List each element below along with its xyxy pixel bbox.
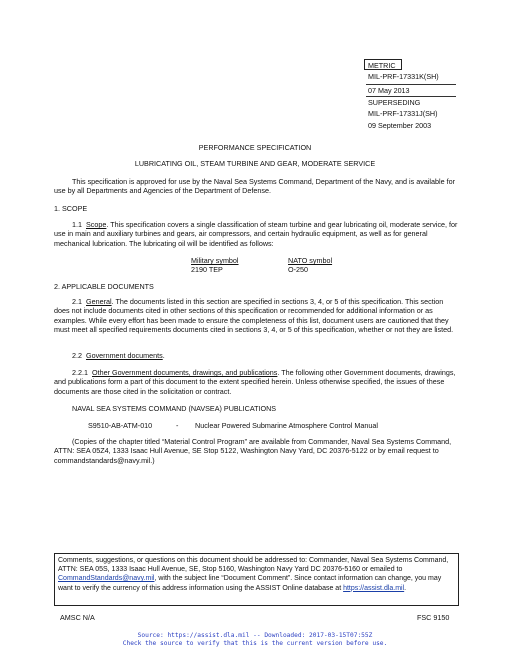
assist-url-link[interactable]: https://assist.dla.mil — [343, 584, 405, 592]
paragraph-label: Government documents — [86, 351, 163, 360]
section-1-heading: 1. SCOPE — [54, 204, 88, 213]
military-symbol-header: Military symbol — [191, 256, 239, 265]
paragraph-2-2-1: 2.2.1 Other Government documents, drawings, and publications. The following other Government documents, drawings, and publications form a part of this document to the extent specified herein. Unless otherwise specified, the issues of these documents are those cited in the solicitation or contract. — [54, 368, 456, 396]
paragraph-number: 1.1 — [72, 220, 82, 229]
nato-symbol-header: NATO symbol — [288, 256, 333, 265]
navsea-publications-heading: NAVAL SEA SYSTEMS COMMAND (NAVSEA) PUBLICATIONS — [72, 404, 277, 413]
doc-date: 07 May 2013 — [368, 86, 410, 95]
publication-separator: - — [176, 421, 179, 430]
superseded-doc-number: MIL-PRF-17331J(SH) — [368, 109, 438, 118]
download-source-line: Source: https://assist.dla.mil -- Downloaded: 2017-03-15T07:55Z — [137, 632, 373, 639]
paragraph-2-2: 2.2 Government documents. — [72, 351, 165, 360]
comment-email-link[interactable]: CommandStandards@navy.mil — [58, 575, 155, 583]
fsc-label: FSC 9150 — [417, 613, 450, 622]
publication-title: Nuclear Powered Submarine Atmosphere Control Manual — [195, 421, 378, 430]
spec-subject-title: LUBRICATING OIL, STEAM TURBINE AND GEAR, MODERATE SERVICE — [134, 159, 376, 168]
spec-type-title: PERFORMANCE SPECIFICATION — [198, 143, 312, 152]
nato-symbol-value: O-250 — [288, 265, 308, 274]
paragraph-label: General — [86, 297, 112, 306]
superseding-label: SUPERSEDING — [368, 98, 421, 107]
superseded-doc-date: 09 September 2003 — [368, 121, 432, 130]
paragraph-2-1: 2.1 General. The documents listed in this section are specified in sections 3, 4, or 5 of this specification. This section does not include documents cited in other sections of this specification or recommended for additional information or as examples. While every effort has been made to ensure the completeness of this list, document users are cautioned that they must meet all specified requirements documents cited in sections 3, 4, or 5 of this specification, whether or not they are listed. — [54, 297, 454, 335]
doc-number: MIL-PRF-17331K(SH) — [368, 72, 439, 81]
copies-availability-note: (Copies of the chapter titled “Material Control Program” are available from Commander, Naval Sea Systems Command, ATTN: SEA 05Z4, 1333 Isaac Hull Avenue, SE Stop 5122, Washington Navy Yard, DC 20376-5122 or by email request to commandstandards@navy.mil.) — [54, 437, 452, 465]
paragraph-1-1 — [54, 220, 460, 248]
verify-source-line: Check the source to verify that this is the current version before use. — [122, 640, 388, 647]
header-divider-2 — [366, 96, 456, 97]
military-symbol-value: 2190 TEP — [191, 265, 223, 274]
publication-number: S9510-AB-ATM-010 — [88, 421, 153, 430]
paragraph-body: . The documents listed in this section are specified in sections 3, 4, or 5 of this specification. This section does not include documents cited in other sections of this specification or recommended for additional information or as examples. While every effort has been made to ensure the completeness of this list, document users are cautioned that they must meet all specified requirements documents cited in sections 3, 4, or 5 of this specification, whether or not they are listed. — [54, 297, 454, 335]
paragraph-label: Other Government documents, drawings, and publications — [92, 368, 278, 377]
header-divider — [366, 84, 456, 85]
metric-label: METRIC — [364, 59, 402, 70]
paragraph-label: Scope — [86, 220, 107, 229]
comments-text: Comments, suggestions, or questions on this document should be addressed to: Commander, Naval Sea Systems Command, ATTN: SEA 05S, 1333 Isaac Hull Avenue, SE, Stop 5160, Washington Navy Yard DC 20376-5160 or emailed to CommandStandards@navy.mil, with the subject line “Document Comment”. Since contact information can change, you may want to verify the currency of this address information using the ASSIST Online database at https://assist.dla.mil. — [58, 557, 449, 592]
paragraph-body: . The following other Government documents, drawings, and publications form a part of this document to the extent specified herein. Unless otherwise specified, the issues of these documents are those cited in the solicitation or contract. — [54, 368, 456, 396]
section-2-heading: 2. APPLICABLE DOCUMENTS — [54, 282, 154, 291]
paragraph-body: . This specification covers a single classification of steam turbine and gear lubricating oil, moderate service, for use in main and auxiliary turbines and gears, air compressors, and certain hydraulic equipment, as well as for general mechanical lubrication. The lubricating oil will be identified as follows: — [54, 220, 458, 248]
amsc-label: AMSC N/A — [60, 613, 95, 622]
approval-statement: This specification is approved for use by the Naval Sea Systems Command, Department of the Navy, and is available for use by all Departments and Agencies of the Department of Defense. — [54, 177, 455, 196]
